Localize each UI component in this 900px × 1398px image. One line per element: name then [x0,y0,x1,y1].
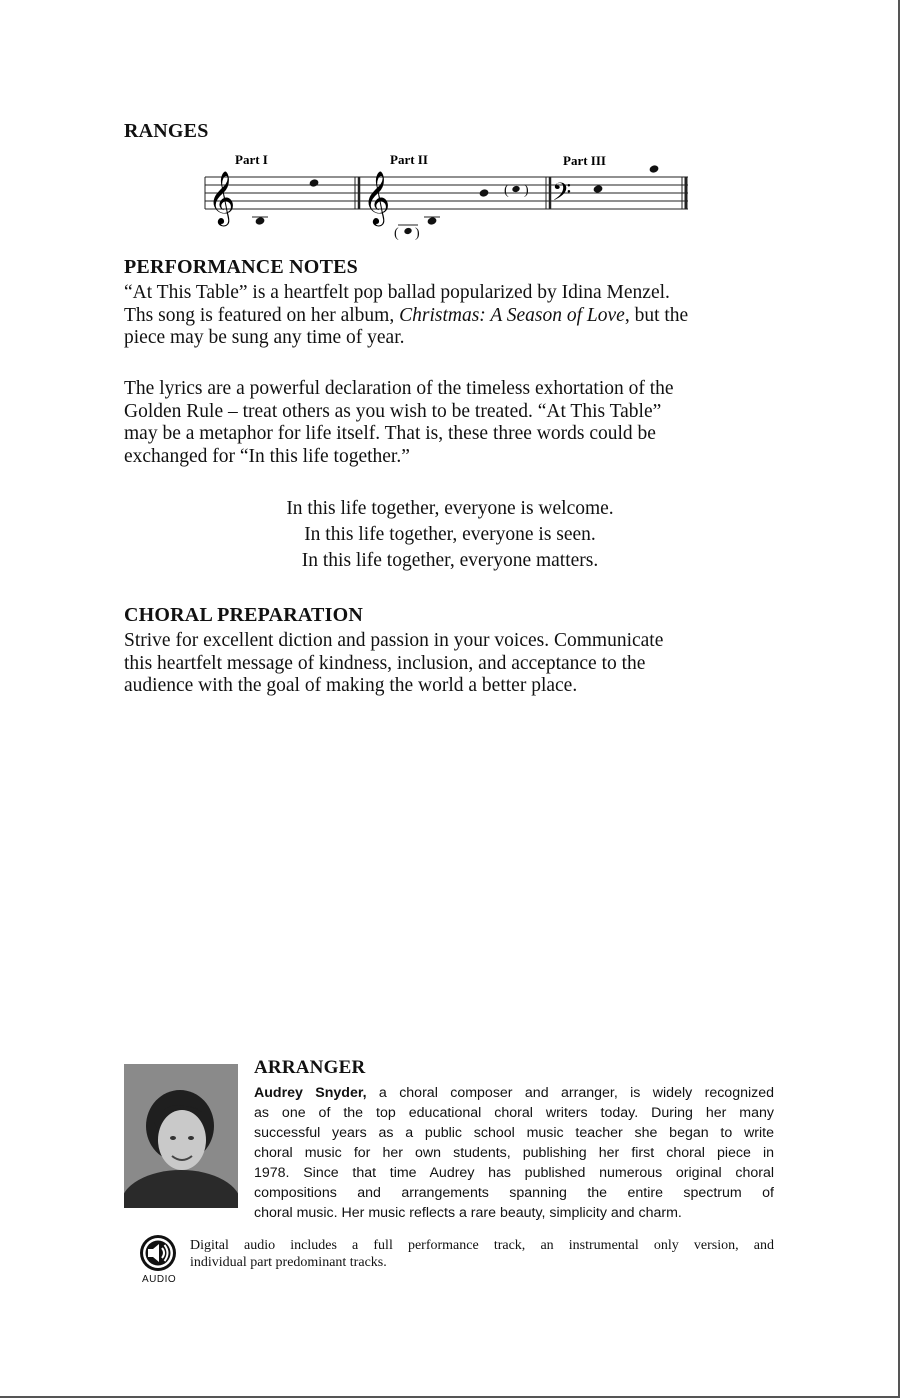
text-line: Golden Rule – treat others as you wish to be treated. “At This Table” [124,400,662,422]
parenthesis: ) [524,183,529,198]
part-label-2: Part II [390,152,428,167]
text-line: 1978. Since that time Audrey has published numerous original choral [254,1165,774,1181]
text-line: may be a metaphor for life itself. That is, these three words could be [124,423,656,444]
text-line: Digital audio includes a full performance track, an instrumental only version, and [190,1238,774,1253]
ranges-heading: RANGES [124,120,209,142]
staff-lines [205,177,688,209]
text-line: audience with the goal of making the world a better place. [124,675,578,696]
note-head [427,216,438,226]
part-label-1: Part I [235,152,268,167]
text-span: Ths song is featured on her album, [124,304,400,326]
part-label-3: Part III [563,153,606,168]
arranger-photo [124,1064,238,1208]
performance-notes-paragraph-2 [124,378,764,468]
arranger-name: Audrey Snyder, [254,1085,367,1101]
text-line: individual part predominant tracks. [190,1255,387,1270]
text-line: “At This Table” is a heartfelt pop ballad popularized by Idina Menzel. [124,282,670,303]
speaker-audio-icon [138,1233,178,1273]
text-line: as one of the top educational choral writers today. During her many [254,1105,774,1121]
arranger-bio [254,1083,774,1223]
text-line [254,1083,774,1103]
arranger-heading: ARRANGER [254,1057,366,1078]
note-head [479,188,490,198]
text-line [124,305,764,328]
parenthesis: ) [415,226,420,241]
audio-caption: AUDIO [142,1274,177,1285]
note-head-optional [403,227,412,235]
note-head [255,216,266,226]
performance-notes-paragraph-1 [124,282,764,350]
note-head-optional [511,185,520,193]
text-line: this heartfelt message of kindness, inclusion, and acceptance to the [124,652,646,674]
range-notes [252,164,659,241]
text-line: choral music for her own students, publishing her first choral piece in [254,1145,774,1161]
note-head [649,164,660,174]
parenthesis: ( [394,226,399,241]
text-line: choral music. Her music reflects a rare beauty, simplicity and charm. [254,1205,682,1221]
parenthesis: ( [504,183,509,198]
choral-preparation-heading: CHORAL PREPARATION [124,604,363,626]
verse-line: In this life together, everyone matters. [301,550,599,571]
performance-notes-heading: PERFORMANCE NOTES [124,256,358,278]
text-line: Strive for excellent diction and passion in your voices. Communicate [124,630,664,651]
text-line: successful years as a public school music teacher she began to write [254,1125,774,1141]
note-head [593,184,604,194]
text-line: The lyrics are a powerful declaration of the timeless exhortation of the [124,378,674,399]
treble-clef-icon: 𝄞 [363,170,391,224]
ranges-staff [200,145,700,245]
choral-preparation-paragraph [124,630,764,698]
text-line: piece may be sung any time of year. [124,327,405,348]
audio-note [190,1237,774,1271]
note-head [309,178,320,188]
text-span: a choral composer and arranger, is widely recognized [366,1085,775,1101]
text-line: compositions and arrangements spanning the entire spectrum of [254,1185,774,1201]
verse-line: In this life together, everyone is welcome. [286,498,614,519]
album-title: Christmas: A Season of Love [399,304,625,326]
treble-clef-icon: 𝄞 [208,170,236,224]
verse-line: In this life together, everyone is seen. [304,524,596,545]
bass-clef-icon: 𝄢 [552,178,572,213]
lyric-verse [124,496,776,574]
text-line: exchanged for “In this life together.” [124,445,410,467]
text-span: , but the [624,304,689,326]
